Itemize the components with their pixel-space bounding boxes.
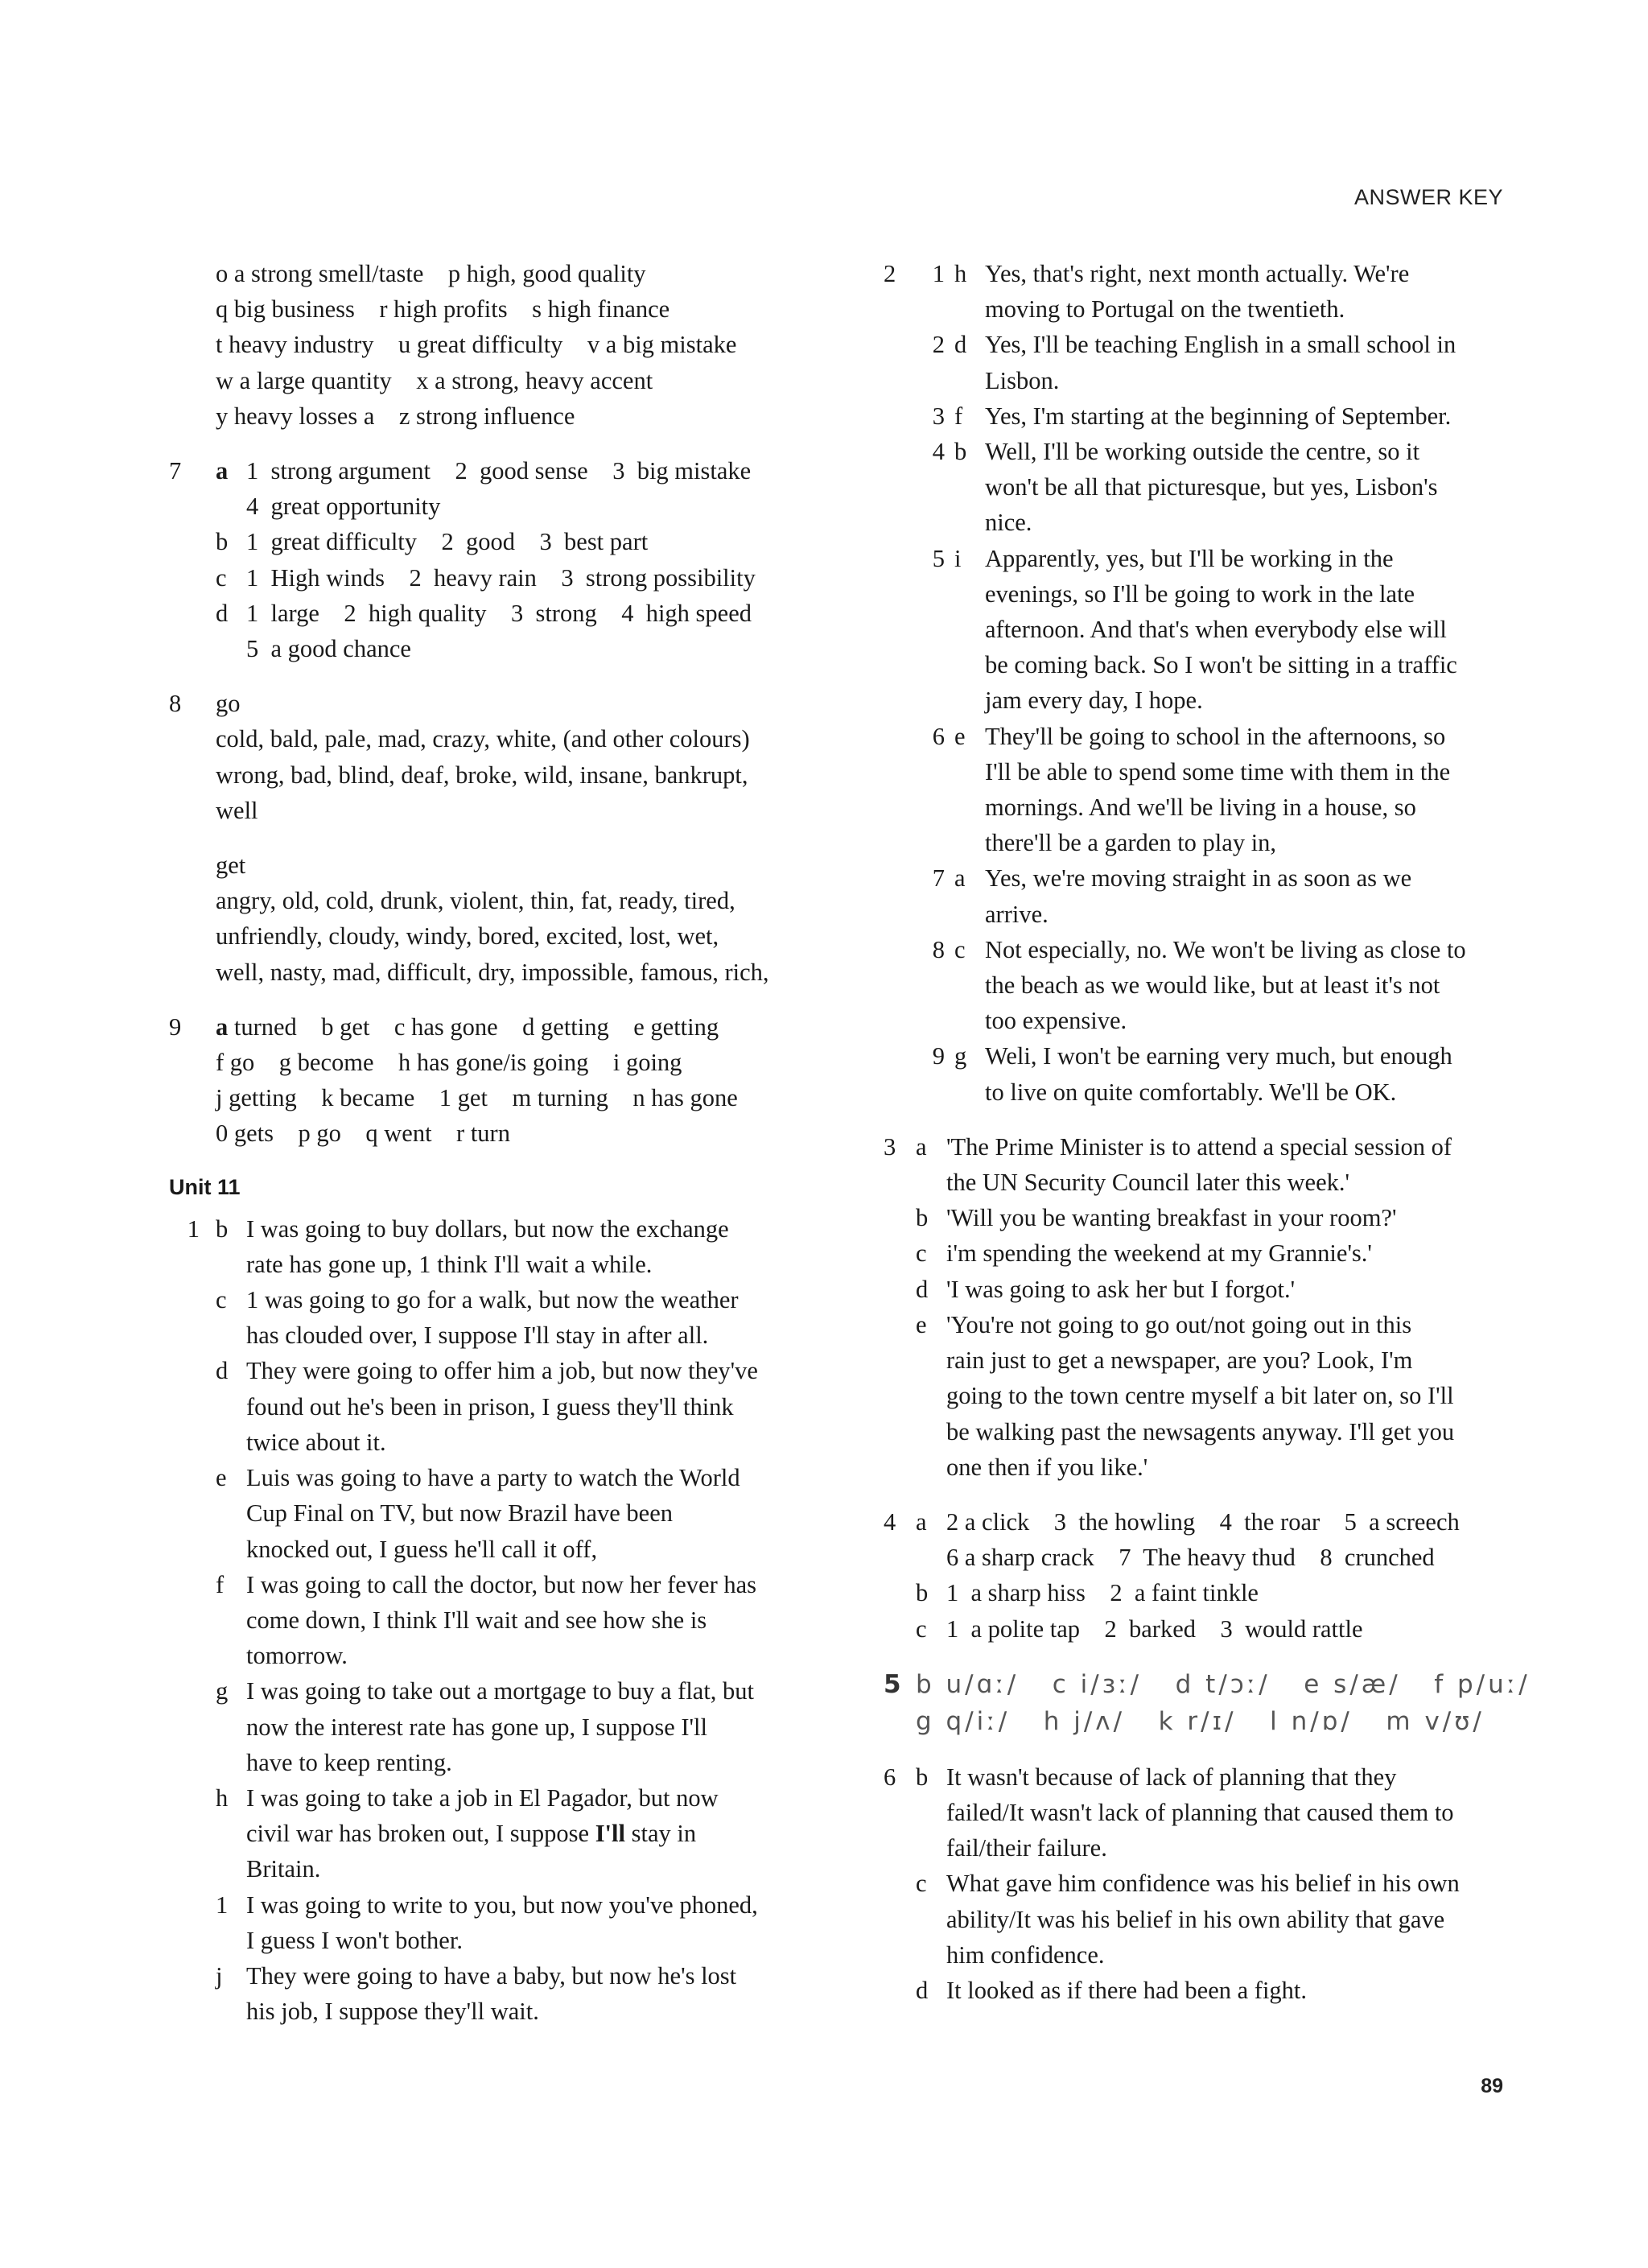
answer-line: 'I was going to ask her but I forgot.' xyxy=(946,1275,1296,1303)
section-number: 3 xyxy=(884,1132,896,1161)
answer-line: afternoon. And that's when everybody else will xyxy=(985,616,1447,644)
item-label: b xyxy=(954,438,967,466)
answer-text: turned b get c has gone d getting e getting xyxy=(228,1012,719,1041)
answer-item xyxy=(908,256,1519,327)
answer-line: Yes, I'll be teaching English in a small school in xyxy=(985,331,1456,359)
item-label: e xyxy=(954,722,966,750)
answer-line: arrive. xyxy=(985,900,1049,928)
section-6-continued xyxy=(169,256,837,434)
item-number: 3 xyxy=(932,402,945,430)
answer-line: Lisbon. xyxy=(985,366,1060,394)
answer-line: unfriendly, cloudy, windy, bored, excited, lost, wet, xyxy=(216,922,719,950)
answer-item xyxy=(216,1958,837,2029)
section-number: 6 xyxy=(884,1763,896,1791)
item-number: 8 xyxy=(932,935,945,963)
answer-item xyxy=(216,1673,837,1780)
answer-line: I was going to take a job in El Pagador, but now xyxy=(246,1783,719,1812)
answer-line: They were going to have a baby, but now he's lost xyxy=(246,1961,737,1990)
answer-item xyxy=(908,398,1519,434)
item-label: a xyxy=(216,1012,229,1041)
answer-line: 'You're not going to go out/not going out in this xyxy=(946,1310,1412,1338)
answer-line: q big business r high profits s high finance xyxy=(216,295,670,324)
answer-line: 1 a sharp hiss 2 a faint tinkle xyxy=(946,1579,1259,1607)
section-number: 8 xyxy=(169,690,182,718)
answer-line: him confidence. xyxy=(946,1940,1105,1969)
answer-line: come down, I think I'll wait and see how she is xyxy=(246,1606,707,1634)
answer-item xyxy=(916,1129,1519,1200)
answer-line: now the interest rate has gone up, I suppose I'll xyxy=(246,1713,707,1741)
bold-word: I'll xyxy=(595,1820,625,1848)
answer-item xyxy=(908,434,1519,541)
answer-line: What gave him confidence was his belief in his own xyxy=(946,1870,1460,1898)
answer-line xyxy=(216,1009,837,1045)
item-label: c xyxy=(916,1870,927,1898)
answer-line: t heavy industry u great difficulty v a big mistake xyxy=(216,331,737,359)
answer-line: nice. xyxy=(985,509,1032,537)
answer-line: I was going to write to you, but now you've phoned, xyxy=(246,1891,758,1919)
answer-line: well, nasty, mad, difficult, dry, impossible, famous, rich, xyxy=(216,958,769,986)
answer-text: stay in xyxy=(624,1820,697,1848)
answer-line: the UN Security Council later this week.' xyxy=(946,1169,1350,1197)
section-8 xyxy=(169,686,837,990)
answer-item xyxy=(908,719,1519,861)
item-label: c xyxy=(916,1614,927,1643)
answer-line: o a strong smell/taste p high, good quality xyxy=(216,260,646,287)
item-label: a xyxy=(954,864,966,893)
answer-line: have to keep renting. xyxy=(246,1748,452,1776)
answer-item xyxy=(916,1272,1519,1307)
section-7 xyxy=(169,453,837,666)
answer-line: evenings, so I'll be going to work in the late xyxy=(985,579,1415,608)
answer-line: Britain. xyxy=(246,1855,321,1883)
answer-line: mornings. And we'll be living in a house, so xyxy=(985,794,1416,822)
answer-line: 1 large 2 high quality 3 strong 4 high speed xyxy=(246,599,752,627)
item-label: b xyxy=(916,1763,929,1791)
answer-item xyxy=(908,1038,1519,1109)
answer-line: Apparently, yes, but I'll be working in the xyxy=(985,544,1394,572)
answer-line: 2 a click 3 the howling 4 the roar 5 a screech xyxy=(946,1507,1460,1536)
verb-heading-get: get xyxy=(216,852,246,880)
item-number: 9 xyxy=(932,1042,945,1070)
section-3 xyxy=(884,1129,1519,1485)
answer-line: jam every day, I hope. xyxy=(985,687,1203,715)
item-label: h xyxy=(216,1783,229,1812)
answer-line: be coming back. So I won't be sitting in a traffic xyxy=(985,651,1457,679)
answer-item xyxy=(216,1460,837,1567)
answer-line: 1 great difficulty 2 good 3 best part xyxy=(246,528,649,556)
answer-item xyxy=(908,541,1519,719)
answer-item xyxy=(916,1200,1519,1235)
answer-item xyxy=(216,560,837,596)
answer-item xyxy=(908,932,1519,1039)
answer-line: to live on quite comfortably. We'll be OK. xyxy=(985,1078,1397,1106)
answer-item xyxy=(908,327,1519,398)
item-label: e xyxy=(916,1310,927,1338)
item-label: b xyxy=(916,1204,929,1232)
answer-line: failed/It wasn't lack of planning that caused them to xyxy=(946,1798,1454,1826)
answer-line: ability/It was his belief in his own ability that gave xyxy=(946,1905,1445,1933)
phonetic-line: g q/iː/ h j/ʌ/ k r/ɪ/ l n/ɒ/ m v/ʊ/ xyxy=(916,1706,1485,1736)
answer-line: 5 a good chance xyxy=(246,635,411,663)
unit11-section-1 xyxy=(169,1211,837,2030)
item-label: g xyxy=(954,1042,967,1070)
answer-line: there'll be a garden to play in, xyxy=(985,829,1277,857)
item-label: 1 xyxy=(216,1891,229,1919)
answer-line: 1 strong argument 2 good sense 3 big mistake xyxy=(246,457,752,485)
unit-heading: Unit 11 xyxy=(169,1174,241,1199)
answer-line: It wasn't because of lack of planning that they xyxy=(946,1763,1397,1791)
answer-line: 1 a polite tap 2 barked 3 would rattle xyxy=(946,1614,1363,1643)
answer-line: w a large quantity x a strong, heavy accent xyxy=(216,366,653,394)
answer-line: 1 High winds 2 heavy rain 3 strong possibility xyxy=(246,563,756,592)
item-number: 7 xyxy=(932,864,945,893)
answer-line: 'Will you be wanting breakfast in your room?' xyxy=(946,1204,1397,1232)
section-9 xyxy=(169,1009,837,1152)
answer-line: I was going to buy dollars, but now the exchange xyxy=(246,1214,729,1243)
answer-item xyxy=(216,1567,837,1674)
section-number: 5 xyxy=(884,1669,904,1699)
answer-line: Luis was going to have a party to watch the World xyxy=(246,1464,740,1492)
item-label: d xyxy=(916,1275,929,1303)
answer-line: well xyxy=(216,796,258,824)
answer-line: wrong, bad, blind, deaf, broke, wild, insane, bankrupt, xyxy=(216,761,748,789)
item-label: d xyxy=(216,1357,229,1385)
answer-line: the beach as we would like, but at least it's not xyxy=(985,971,1440,1000)
page-number: 89 xyxy=(1481,2075,1503,2097)
answer-line: Yes, that's right, next month actually. We're xyxy=(985,260,1410,287)
answer-item xyxy=(216,1211,837,1282)
item-number: 6 xyxy=(932,722,945,750)
answer-line: cold, bald, pale, mad, crazy, white, (and other colours) xyxy=(216,725,750,753)
item-label: f xyxy=(216,1570,225,1598)
answer-line: i'm spending the weekend at my Grannie's.' xyxy=(946,1239,1372,1268)
answer-line: won't be all that picturesque, but yes, Lisbon's xyxy=(985,473,1438,501)
answer-line xyxy=(246,1816,837,1851)
section-number: 1 xyxy=(187,1214,200,1243)
section-number: 9 xyxy=(169,1012,182,1041)
answer-line: too expensive. xyxy=(985,1007,1127,1035)
answer-item xyxy=(216,453,837,524)
item-number: 1 xyxy=(932,260,945,287)
answer-line: f go g become h has gone/is going i going xyxy=(216,1049,682,1077)
item-label: b xyxy=(916,1579,929,1607)
answer-line: Not especially, no. We won't be living as close to xyxy=(985,935,1466,963)
left-column xyxy=(169,256,837,2048)
item-label: b xyxy=(216,528,229,556)
item-label: j xyxy=(216,1961,223,1990)
answer-line: 1 was going to go for a walk, but now the weather xyxy=(246,1286,739,1314)
item-label: a xyxy=(216,457,229,485)
section-2 xyxy=(884,256,1519,1110)
answer-item xyxy=(916,1759,1519,1866)
answer-line: It looked as if there had been a fight. xyxy=(946,1976,1308,2004)
answer-text: civil war has broken out, I suppose xyxy=(246,1820,595,1848)
item-label: d xyxy=(954,331,967,359)
answer-line: twice about it. xyxy=(246,1428,386,1456)
answer-item xyxy=(916,1611,1519,1647)
item-label: i xyxy=(954,544,962,572)
answer-line: 0 gets p go q went r turn xyxy=(216,1120,510,1148)
item-number: 2 xyxy=(932,331,945,359)
item-number: 4 xyxy=(932,438,945,466)
answer-line: has clouded over, I suppose I'll stay in after all. xyxy=(246,1322,709,1350)
item-label: h xyxy=(954,260,967,287)
page-header: ANSWER KEY xyxy=(1353,185,1503,209)
answer-line: Yes, we're moving straight in as soon as we xyxy=(985,864,1412,893)
answer-item xyxy=(216,524,837,559)
section-6 xyxy=(884,1759,1519,2008)
answer-line: I guess I won't bother. xyxy=(246,1926,463,1954)
answer-item xyxy=(216,1353,837,1460)
section-number: 4 xyxy=(884,1507,896,1536)
item-label: g xyxy=(216,1677,229,1705)
answer-line: y heavy losses a z strong influence xyxy=(216,402,575,430)
answer-item xyxy=(916,1575,1519,1610)
answer-item xyxy=(916,1307,1519,1485)
answer-line: Cup Final on TV, but now Brazil have been xyxy=(246,1499,674,1528)
answer-line: They'll be going to school in the afternoons, so xyxy=(985,722,1446,750)
answer-item xyxy=(216,596,837,666)
answer-item xyxy=(216,1780,837,1887)
answer-line: 6 a sharp crack 7 The heavy thud 8 crunched xyxy=(946,1544,1435,1572)
answer-line: his job, I suppose they'll wait. xyxy=(246,1998,539,2026)
section-5-phonetics xyxy=(884,1666,1531,1740)
item-label: d xyxy=(216,599,229,627)
answer-item xyxy=(916,1973,1519,2008)
answer-line: tomorrow. xyxy=(246,1642,348,1670)
verb-heading-go: go xyxy=(216,690,241,718)
answer-line: knocked out, I guess he'll call it off, xyxy=(246,1535,598,1563)
answer-line: Weli, I won't be earning very much, but enough xyxy=(985,1042,1452,1070)
answer-line: Well, I'll be working outside the centre, so it xyxy=(985,438,1420,466)
answer-item xyxy=(216,1282,837,1353)
answer-item xyxy=(916,1504,1519,1575)
item-label: a xyxy=(916,1507,927,1536)
answer-line: 'The Prime Minister is to attend a special session of xyxy=(946,1132,1452,1161)
item-label: e xyxy=(216,1464,227,1492)
item-number: 5 xyxy=(932,544,945,572)
answer-line: fail/their failure. xyxy=(946,1834,1107,1862)
item-label: c xyxy=(954,935,966,963)
answer-item xyxy=(216,1887,837,1958)
item-label: f xyxy=(954,402,963,430)
item-label: b xyxy=(216,1214,229,1243)
answer-line: I was going to call the doctor, but now her fever has xyxy=(246,1570,757,1598)
item-label: a xyxy=(916,1132,927,1161)
answer-line: 4 great opportunity xyxy=(246,493,441,521)
section-number: 2 xyxy=(884,260,896,287)
answer-line: Yes, I'm starting at the beginning of September. xyxy=(985,402,1452,430)
right-column xyxy=(884,256,1531,2027)
answer-line: going to the town centre myself a bit later on, so I'll xyxy=(946,1382,1454,1410)
answer-line: be walking past the newsagents anyway. I'll get you xyxy=(946,1417,1455,1445)
answer-line: found out he's been in prison, I guess they'll think xyxy=(246,1392,734,1421)
answer-line: j getting k became 1 get m turning n has gone xyxy=(216,1084,738,1112)
item-label: c xyxy=(216,1286,227,1314)
answer-line: I was going to take out a mortgage to buy a flat, but xyxy=(246,1677,755,1705)
item-label: c xyxy=(216,563,227,592)
item-label: d xyxy=(916,1976,929,2004)
answer-line: They were going to offer him a job, but now they've xyxy=(246,1357,758,1385)
answer-item xyxy=(908,860,1519,931)
answer-line: one then if you like.' xyxy=(946,1453,1148,1481)
item-label: c xyxy=(916,1239,927,1268)
answer-line: angry, old, cold, drunk, violent, thin, fat, ready, tired, xyxy=(216,887,735,915)
answer-item xyxy=(916,1235,1519,1271)
answer-line: I'll be able to spend some time with them in the xyxy=(985,757,1451,786)
answer-line: moving to Portugal on the twentieth. xyxy=(985,295,1345,324)
answer-line: rain just to get a newspaper, are you? Look, I'm xyxy=(946,1346,1413,1375)
phonetic-line: b u/ɑː/ c i/ɜː/ d t/ɔː/ e s/æ/ f p/uː/ xyxy=(916,1669,1531,1699)
answer-line: rate has gone up, 1 think I'll wait a while. xyxy=(246,1250,653,1278)
section-number: 7 xyxy=(169,457,182,485)
section-4 xyxy=(884,1504,1519,1647)
answer-item xyxy=(916,1866,1519,1973)
